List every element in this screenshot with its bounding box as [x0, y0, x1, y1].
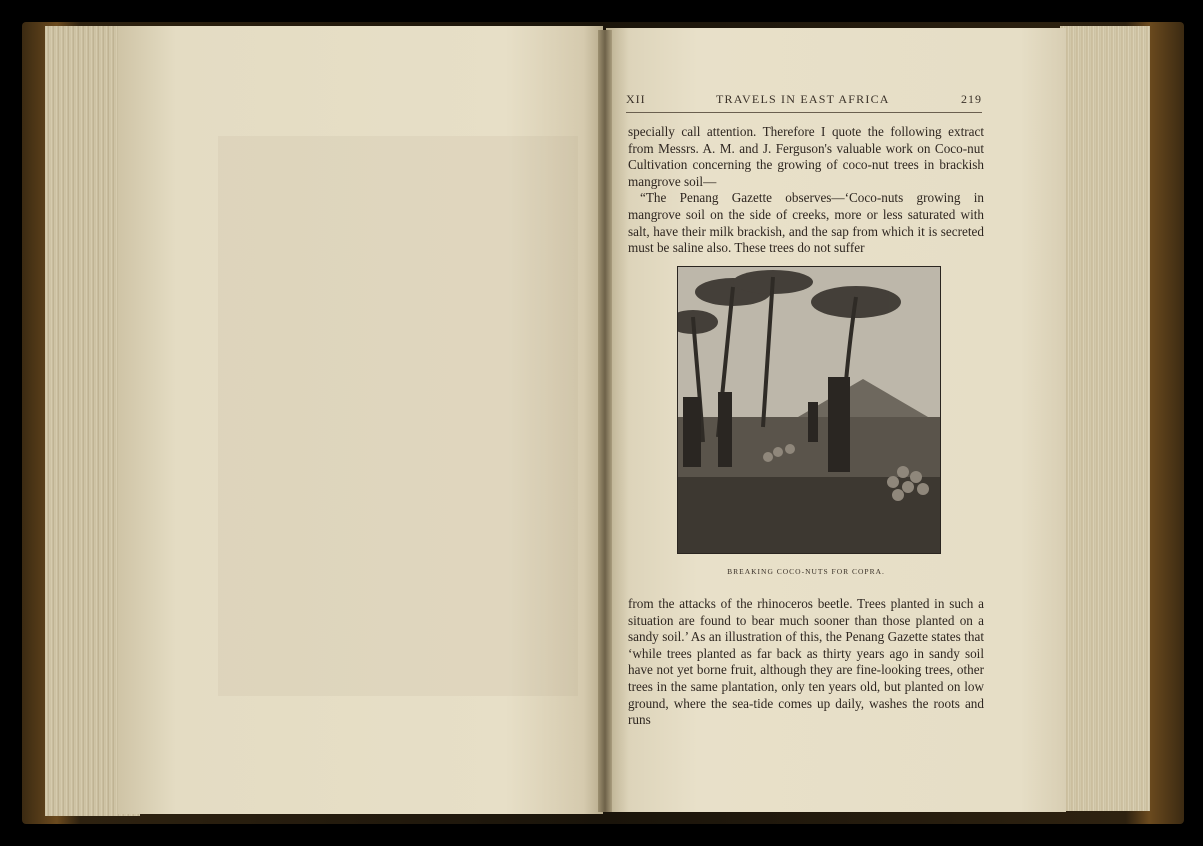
chapter-number: XII	[626, 92, 646, 106]
page-number: 219	[961, 92, 982, 106]
running-title: TRAVELS IN EAST AFRICA	[716, 92, 890, 106]
body-text-top	[628, 124, 984, 257]
figure-caption: BREAKING COCO-NUTS FOR COPRA.	[727, 567, 885, 576]
book-gutter	[598, 30, 612, 812]
photo-illustration	[678, 267, 940, 553]
paragraph: from the attacks of the rhinoceros beetle. Trees planted in such a situation are found to bear much sooner than those planted on a sandy soil.’ As an illustration of this, the Penang Gazette states that ‘while trees planted as far back as thirty years ago in sandy soil have not yet borne fruit, although they are fine-looking trees, other trees in the same plantation, only ten years old, but planted on low ground, where the sea-tide comes up daily, washes the roots and runs	[628, 596, 984, 728]
show-through-shadow	[218, 136, 578, 696]
right-page-edges	[1060, 26, 1150, 811]
running-header	[626, 92, 982, 110]
left-page-blank	[118, 26, 603, 814]
paragraph: “The Penang Gazette observes—‘Coco-nuts growing in mangrove soil on the side of creeks, more or less saturated with salt, have their milk brackish, and the sap from which it is secreted must be saline also. These trees do not suffer	[628, 190, 984, 256]
body-text-bottom	[628, 596, 984, 729]
header-rule	[626, 112, 982, 113]
copra-photograph	[677, 266, 941, 554]
paragraph: specially call attention. Therefore I quote the following extract from Messrs. A. M. and J. Ferguson's valuable work on Coco-nut Cultivation concerning the growing of coco-nut trees in brackish mangrove soil—	[628, 124, 984, 189]
